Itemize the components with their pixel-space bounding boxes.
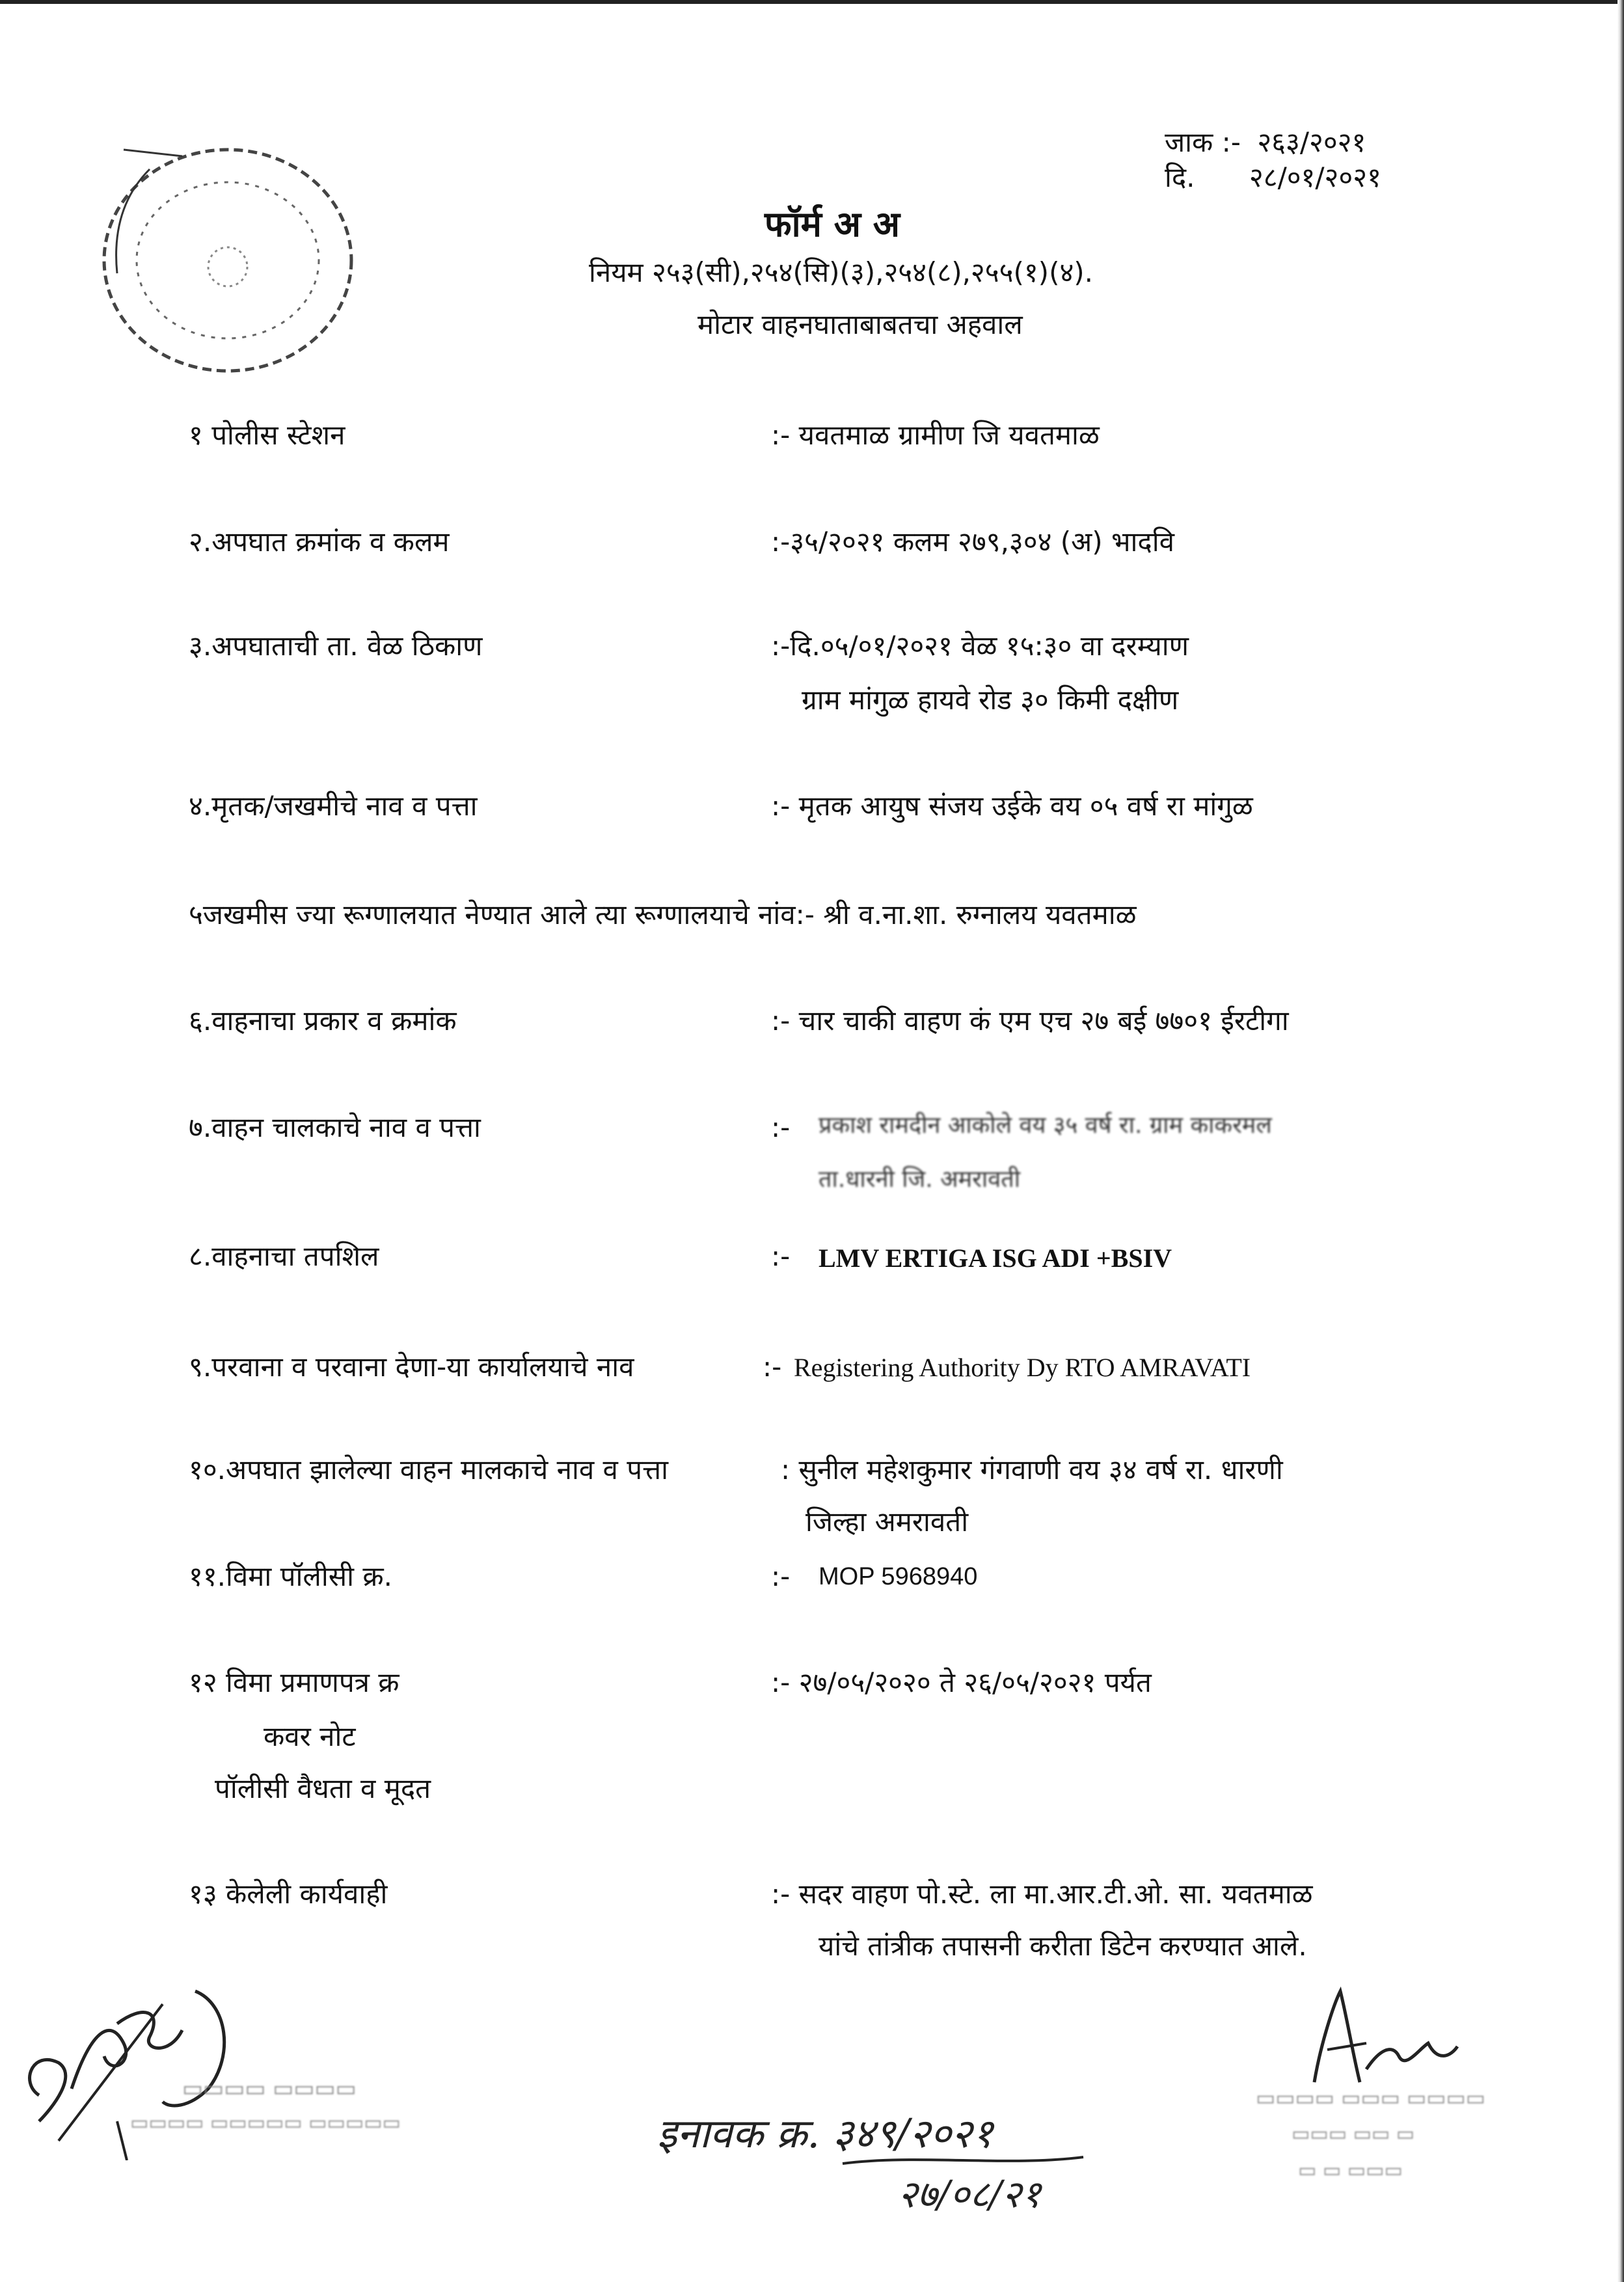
field-7-value-line2: ता.धारनी जि. अमरावती — [819, 1166, 1021, 1193]
field-13-label: १३ केलेली कार्यवाही — [189, 1878, 388, 1910]
field-2-value: :-३५/२०२१ कलम २७९,३०४ (अ) भादवि — [771, 526, 1174, 558]
field-8-prefix: :- — [771, 1240, 791, 1272]
field-2-label: २.अपघात क्रमांक व कलम — [189, 526, 450, 558]
field-9-value: Registering Authority Dy RTO AMRAVATI — [794, 1353, 1251, 1382]
field-12-label-line3: पॉलीसी वैधता व मूदत — [215, 1773, 431, 1804]
field-1-value: :- यवतमाळ ग्रामीण जि यवतमाळ — [771, 419, 1100, 451]
field-12-label: १२ विमा प्रमाणपत्र क्र — [189, 1666, 399, 1698]
field-7-label: ७.वाहन चालकाचे नाव व पत्ता — [189, 1111, 481, 1143]
field-11-value: MOP 5968940 — [819, 1563, 978, 1590]
field-4-value: :- मृतक आयुष संजय उईके वय ०५ वर्ष रा मांगुळ — [771, 790, 1253, 822]
field-3-value: :-दि.०५/०१/२०२१ वेळ १५:३० वा दरम्याण — [771, 630, 1189, 662]
inward-underline — [839, 2151, 1087, 2170]
field-1-label: १ पोलीस स्टेशन — [189, 419, 345, 451]
field-5-text: ५जखमीस ज्या रूग्णालयात नेण्यात आले त्या रूग्णालयाचे नांव:- श्री व.ना.शा. रुग्नालय यवतमाळ — [189, 899, 1137, 930]
police-seal-stamp — [72, 130, 384, 403]
field-6-label: ६.वाहनाचा प्रकार व क्रमांक — [189, 1005, 457, 1037]
field-9-label: ९.परवाना व परवाना देणा-या कार्यालयाचे नाव — [189, 1351, 634, 1383]
field-11-label: ११.विमा पॉलीसी क्र. — [189, 1560, 392, 1592]
field-12-label-line2: कवर नोट — [264, 1720, 356, 1752]
form-subtitle: मोटार वाहनघाताबाबतचा अहवाल — [697, 308, 1023, 340]
ref-date-label: दि. — [1165, 161, 1195, 193]
right-stamp-line2: ▭▭▭ ▭▭ ▭ — [1292, 2123, 1415, 2145]
field-4-label: ४.मृतक/जखमीचे नाव व पत्ता — [189, 790, 478, 822]
ref-date-row — [1165, 161, 1381, 193]
ref-number-row — [1165, 126, 1366, 158]
form-title: फॉर्म अ अ — [765, 204, 900, 245]
inward-date: २७/०८/२१ — [898, 2172, 1042, 2216]
form-rules: नियम २५३(सी),२५४(सि)(३),२५४(८),२५५(१)(४). — [589, 256, 1094, 288]
field-13-value-line2: यांचे तांत्रीक तपासनी करीता डिटेन करण्यात आले. — [819, 1930, 1307, 1962]
field-10-label: १०.अपघात झालेल्या वाहन मालकाचे नाव व पत्ता — [189, 1454, 669, 1486]
right-stamp-line3: ▭ ▭ ▭▭▭ — [1298, 2159, 1403, 2182]
ref-date: २८/०१/२०२१ — [1249, 161, 1381, 193]
field-3-value-line2: ग्राम मांगुळ हायवे रोड ३० किमी दक्षीण — [802, 684, 1179, 716]
field-13-value: :- सदर वाहण पो.स्टे. ला मा.आर.टी.ओ. सा. यवतमाळ — [771, 1878, 1313, 1910]
field-10-value-line2: जिल्हा अमरावती — [805, 1506, 969, 1538]
right-stamp-line1: ▭▭▭▭ ▭▭▭ ▭▭▭▭ — [1256, 2085, 1485, 2110]
field-7-value: प्रकाश रामदीन आकोले वय ३५ वर्ष रा. ग्राम काकरमल — [819, 1112, 1272, 1139]
field-7-prefix: :- — [771, 1111, 791, 1143]
left-stamp-line2: ▭▭▭▭ ▭▭▭▭▭ ▭▭▭▭▭ — [130, 2112, 401, 2134]
field-6-value: :- चार चाकी वाहण कं एम एच २७ बई ७७०१ ईरटीगा — [771, 1005, 1289, 1037]
field-8-label: ८.वाहनाचा तपशिल — [189, 1240, 379, 1272]
ref-number: २६३/२०२१ — [1257, 126, 1366, 158]
field-3-label: ३.अपघाताची ता. वेळ ठिकाण — [189, 630, 483, 662]
inward-note: इनावक क्र. ३४९/२०२१ — [657, 2110, 994, 2157]
field-10-value: : सुनील महेशकुमार गंगवाणी वय ३४ वर्ष रा. धारणी — [781, 1454, 1283, 1486]
field-8-value: LMV ERTIGA ISG ADI +BSIV — [819, 1243, 1172, 1273]
ref-number-label: जाक :- — [1165, 126, 1241, 158]
left-stamp-line1: ▭▭▭▭ ▭▭▭▭ — [182, 2076, 357, 2102]
field-9-prefix: :- — [763, 1351, 782, 1383]
field-12-value: :- २७/०५/२०२० ते २६/०५/२०२१ पर्यत — [771, 1666, 1152, 1698]
field-11-prefix: :- — [771, 1560, 791, 1592]
